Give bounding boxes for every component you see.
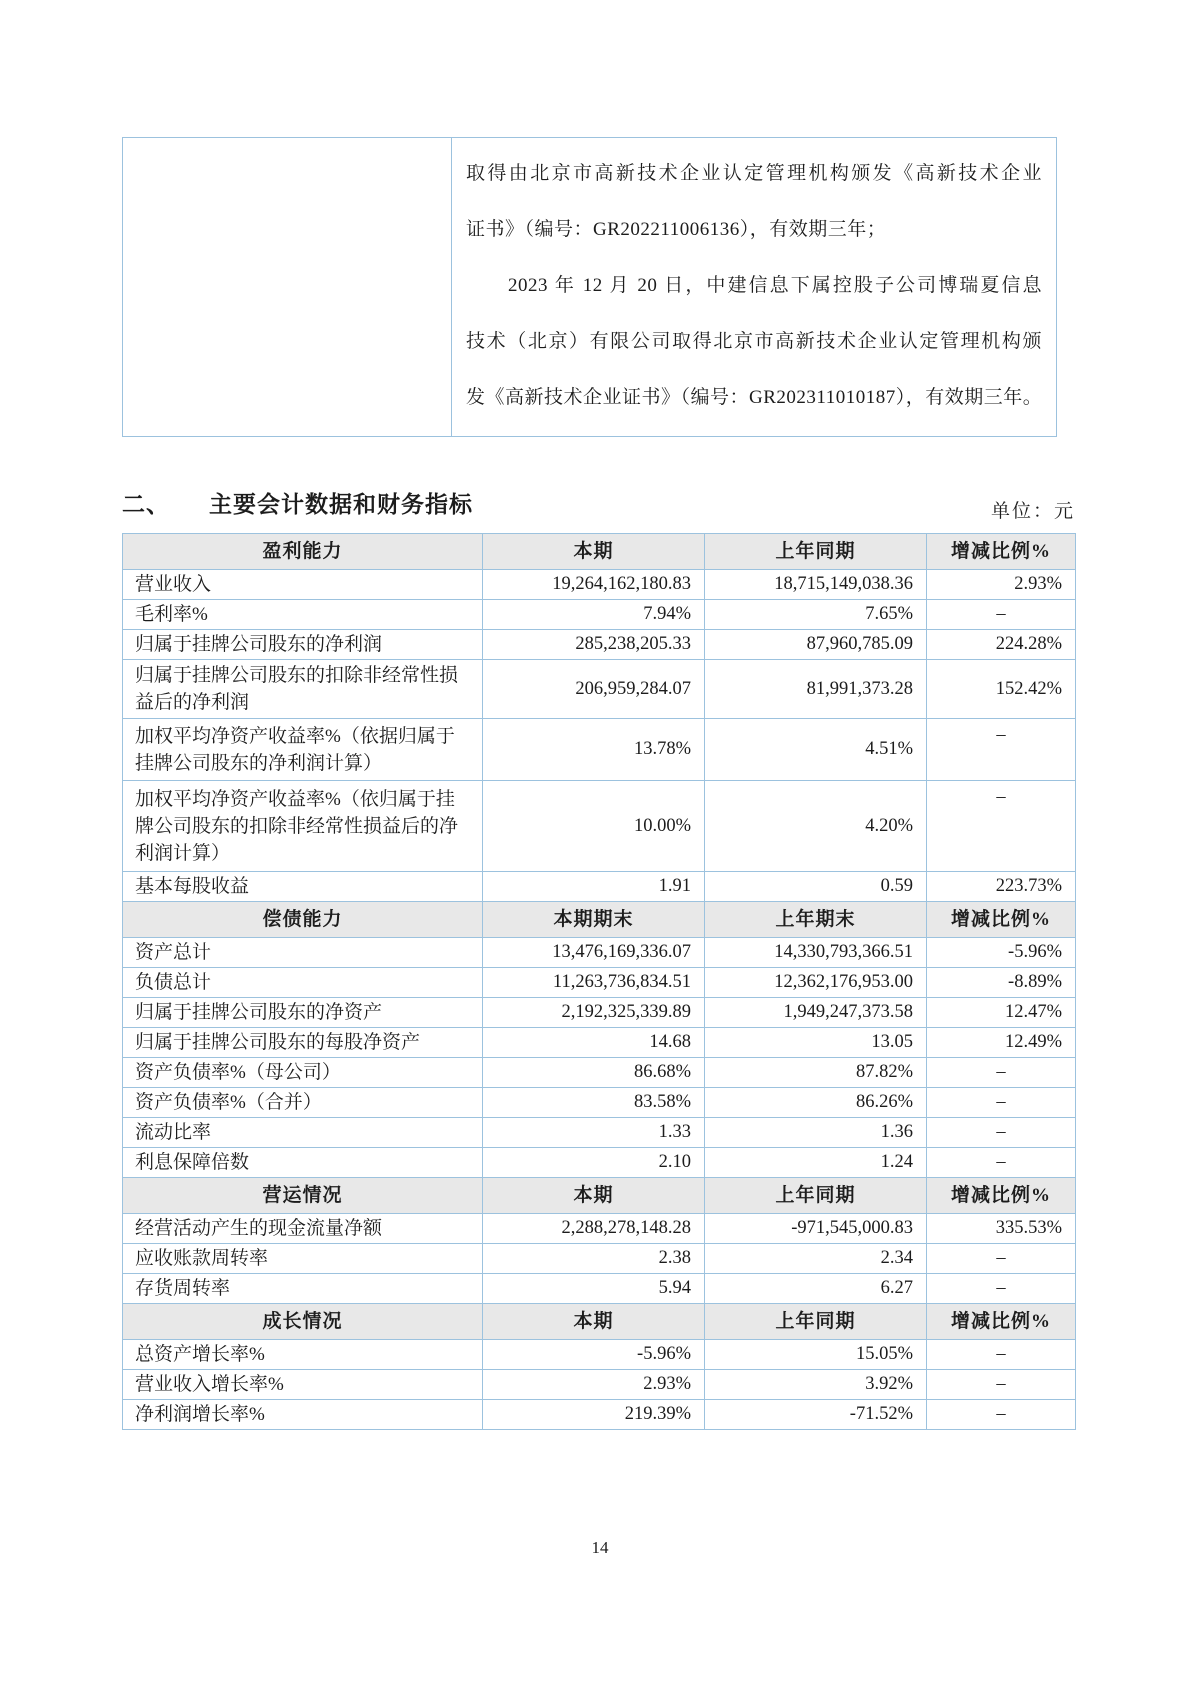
current-value: 10.00% (483, 781, 705, 872)
metric-label: 总资产增长率% (123, 1340, 483, 1370)
prior-value: 1.24 (705, 1148, 927, 1178)
table-row (123, 938, 1076, 968)
note-cell (452, 138, 1057, 437)
metric-label: 经营活动产生的现金流量净额 (123, 1214, 483, 1244)
metric-label: 流动比率 (123, 1118, 483, 1148)
column-header: 上年期末 (705, 902, 927, 938)
unit-label: 单位：元 (990, 501, 1075, 522)
prior-value: 1.36 (705, 1118, 927, 1148)
metric-label: 利息保障倍数 (123, 1148, 483, 1178)
change-value: – (927, 1118, 1076, 1148)
change-value: – (927, 1148, 1076, 1178)
column-header: 本期 (483, 1304, 705, 1340)
table-row (123, 570, 1076, 600)
prior-value: 4.51% (705, 719, 927, 781)
prior-value: 0.59 (705, 872, 927, 902)
table-row (123, 660, 1076, 719)
prior-value: 87.82% (705, 1058, 927, 1088)
table-row (123, 1340, 1076, 1370)
change-value: -5.96% (927, 938, 1076, 968)
current-value: 206,959,284.07 (483, 660, 705, 719)
current-value: 2.93% (483, 1370, 705, 1400)
change-value: – (927, 1370, 1076, 1400)
column-header: 本期 (483, 534, 705, 570)
table-row (123, 781, 1076, 872)
column-header: 增减比例% (927, 534, 1076, 570)
change-value: 12.49% (927, 1028, 1076, 1058)
metric-label: 负债总计 (123, 968, 483, 998)
change-value: -8.89% (927, 968, 1076, 998)
note-line: 2023 年 12 月 20 日，中建信息下属控股子公司博瑞夏信息 (508, 275, 1042, 296)
note-line: 取得由北京市高新技术企业认定管理机构颁发《高新技术企业 (466, 163, 1042, 184)
column-header: 上年同期 (705, 1178, 927, 1214)
table-row (123, 630, 1076, 660)
note-line: 发《高新技术企业证书》（编号：GR202311010187），有效期三年。 (466, 387, 1042, 408)
table-row (123, 1118, 1076, 1148)
column-header: 成长情况 (123, 1304, 483, 1340)
note-line: 证书》（编号：GR202211006136），有效期三年； (466, 219, 887, 240)
current-value: 19,264,162,180.83 (483, 570, 705, 600)
prior-value: 3.92% (705, 1370, 927, 1400)
table-row (123, 998, 1076, 1028)
metric-label: 毛利率% (123, 600, 483, 630)
metric-label: 净利润增长率% (123, 1400, 483, 1430)
prior-value: 81,991,373.28 (705, 660, 927, 719)
prior-value: -971,545,000.83 (705, 1214, 927, 1244)
prior-value: 6.27 (705, 1274, 927, 1304)
table-row (123, 600, 1076, 630)
section-heading (122, 486, 473, 519)
table-row (123, 1370, 1076, 1400)
column-header: 营运情况 (123, 1178, 483, 1214)
prior-value: 87,960,785.09 (705, 630, 927, 660)
current-value: 2.10 (483, 1148, 705, 1178)
current-value: 86.68% (483, 1058, 705, 1088)
current-value: 285,238,205.33 (483, 630, 705, 660)
prior-value: 2.34 (705, 1244, 927, 1274)
financial-table (122, 533, 1076, 1430)
column-header: 增减比例% (927, 902, 1076, 938)
table-row (123, 1028, 1076, 1058)
section-number: 二、 (122, 491, 170, 517)
section-header-row (123, 534, 1076, 570)
change-value: 152.42% (927, 660, 1076, 719)
metric-label: 归属于挂牌公司股东的扣除非经常性损益后的净利润 (123, 660, 483, 719)
table-row (123, 719, 1076, 781)
column-header: 上年同期 (705, 1304, 927, 1340)
column-header: 增减比例% (927, 1304, 1076, 1340)
table-row (123, 1244, 1076, 1274)
column-header: 盈利能力 (123, 534, 483, 570)
table-row (123, 872, 1076, 902)
empty-label-cell (123, 138, 452, 437)
table-row (123, 1058, 1076, 1088)
change-value: 2.93% (927, 570, 1076, 600)
section-header-row (123, 1178, 1076, 1214)
metric-label: 基本每股收益 (123, 872, 483, 902)
section-title: 主要会计数据和财务指标 (209, 491, 473, 517)
section-header-row (123, 1304, 1076, 1340)
prior-value: 7.65% (705, 600, 927, 630)
table-row (123, 968, 1076, 998)
current-value: 83.58% (483, 1088, 705, 1118)
prior-value: -71.52% (705, 1400, 927, 1430)
metric-label: 存货周转率 (123, 1274, 483, 1304)
column-header: 偿债能力 (123, 902, 483, 938)
change-value: – (927, 1340, 1076, 1370)
table-row (123, 1088, 1076, 1118)
metric-label: 归属于挂牌公司股东的净利润 (123, 630, 483, 660)
change-value: – (927, 1400, 1076, 1430)
change-value: – (927, 781, 1076, 872)
table-row (123, 1214, 1076, 1244)
prior-value: 13.05 (705, 1028, 927, 1058)
metric-label: 应收账款周转率 (123, 1244, 483, 1274)
table-row (123, 1148, 1076, 1178)
prior-value: 15.05% (705, 1340, 927, 1370)
metric-label: 归属于挂牌公司股东的每股净资产 (123, 1028, 483, 1058)
prior-value: 86.26% (705, 1088, 927, 1118)
prior-value: 18,715,149,038.36 (705, 570, 927, 600)
current-value: 1.91 (483, 872, 705, 902)
change-value: – (927, 1244, 1076, 1274)
current-value: 5.94 (483, 1274, 705, 1304)
change-value: – (927, 1088, 1076, 1118)
current-value: 13.78% (483, 719, 705, 781)
table-row (123, 138, 1057, 437)
current-value: 2,288,278,148.28 (483, 1214, 705, 1244)
prior-value: 1,949,247,373.58 (705, 998, 927, 1028)
column-header: 增减比例% (927, 1178, 1076, 1214)
metric-label: 加权平均净资产收益率%（依归属于挂牌公司股东的扣除非经常性损益后的净利润计算） (123, 781, 483, 872)
metric-label: 营业收入增长率% (123, 1370, 483, 1400)
current-value: 1.33 (483, 1118, 705, 1148)
change-value: – (927, 719, 1076, 781)
table-row (123, 1274, 1076, 1304)
current-value: 219.39% (483, 1400, 705, 1430)
prior-value: 14,330,793,366.51 (705, 938, 927, 968)
current-value: 11,263,736,834.51 (483, 968, 705, 998)
note-line: 技术（北京）有限公司取得北京市高新技术企业认定管理机构颁 (466, 331, 1042, 352)
current-value: 2.38 (483, 1244, 705, 1274)
current-value: -5.96% (483, 1340, 705, 1370)
change-value: 335.53% (927, 1214, 1076, 1244)
prior-value: 12,362,176,953.00 (705, 968, 927, 998)
current-value: 7.94% (483, 600, 705, 630)
metric-label: 资产负债率%（合并） (123, 1088, 483, 1118)
metric-label: 资产负债率%（母公司） (123, 1058, 483, 1088)
current-value: 14.68 (483, 1028, 705, 1058)
current-value: 2,192,325,339.89 (483, 998, 705, 1028)
section-header-row (123, 902, 1076, 938)
change-value: 224.28% (927, 630, 1076, 660)
change-value: – (927, 1058, 1076, 1088)
change-value: – (927, 600, 1076, 630)
column-header: 本期 (483, 1178, 705, 1214)
metric-label: 加权平均净资产收益率%（依据归属于挂牌公司股东的净利润计算） (123, 719, 483, 781)
metric-label: 资产总计 (123, 938, 483, 968)
prior-value: 4.20% (705, 781, 927, 872)
page-number: 14 (591, 1538, 609, 1557)
top-continuation-table (122, 137, 1057, 437)
table-row (123, 1400, 1076, 1430)
change-value: – (927, 1274, 1076, 1304)
metric-label: 归属于挂牌公司股东的净资产 (123, 998, 483, 1028)
column-header: 本期期末 (483, 902, 705, 938)
current-value: 13,476,169,336.07 (483, 938, 705, 968)
column-header: 上年同期 (705, 534, 927, 570)
metric-label: 营业收入 (123, 570, 483, 600)
change-value: 12.47% (927, 998, 1076, 1028)
change-value: 223.73% (927, 872, 1076, 902)
